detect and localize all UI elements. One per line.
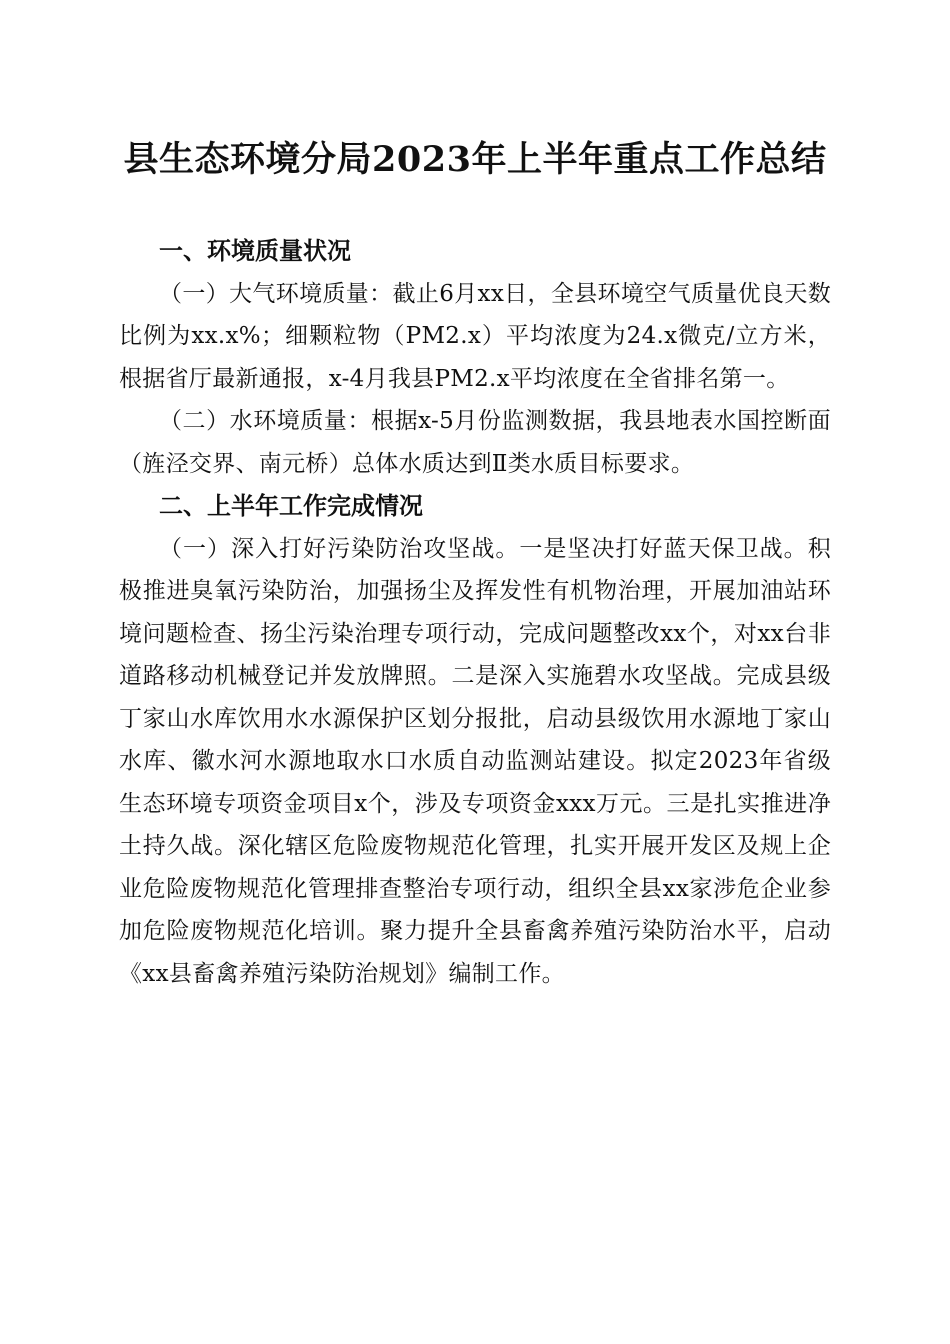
section-heading-environment-quality: 一、环境质量状况 — [159, 237, 351, 265]
paragraph-water-quality: （二）水环境质量：根据x-5月份监测数据，我县地表水国控断面（旌泾交界、南元桥）总体水质达到Ⅱ类水质目标要求。 — [119, 408, 831, 477]
paragraph-air-quality: （一）大气环境质量：截止6月xx日，全县环境空气质量优良天数比例为xx.x%；细颗粒物（PM2.x）平均浓度为24.x微克/立方米，根据省厅最新通报，x-4月我县PM2.x平均浓度在全省排名第一。 — [119, 280, 831, 392]
document-title: 县生态环境分局2023年上半年重点工作总结 — [123, 139, 827, 180]
section-heading-work-completion: 二、上半年工作完成情况 — [159, 492, 423, 520]
paragraph-pollution-prevention: （一）深入打好污染防治攻坚战。一是坚决打好蓝天保卫战。积极推进臭氧污染防治，加强扬尘及挥发性有机物治理，开展加油站环境问题检查、扬尘污染治理专项行动，完成问题整改xx个，对xx台非道路移动机械登记并发放牌照。二是深入实施碧水攻坚战。完成县级丁家山水库饮用水水源保护区划分报批，启动县级饮用水源地丁家山水库、徽水河水源地取水口水质自动监测站建设。拟定2023年省级生态环境专项资金项目x个，涉及专项资金xxx万元。三是扎实推进净土持久战。深化辖区危险废物规范化管理，扎实开展开发区及规上企业危险废物规范化管理排查整治专项行动，组织全县xx家涉危企业参加危险废物规范化培训。聚力提升全县畜禽养殖污染防治水平，启动《xx县畜禽养殖污染防治规划》编制工作。 — [119, 535, 831, 987]
document-body — [119, 230, 831, 995]
